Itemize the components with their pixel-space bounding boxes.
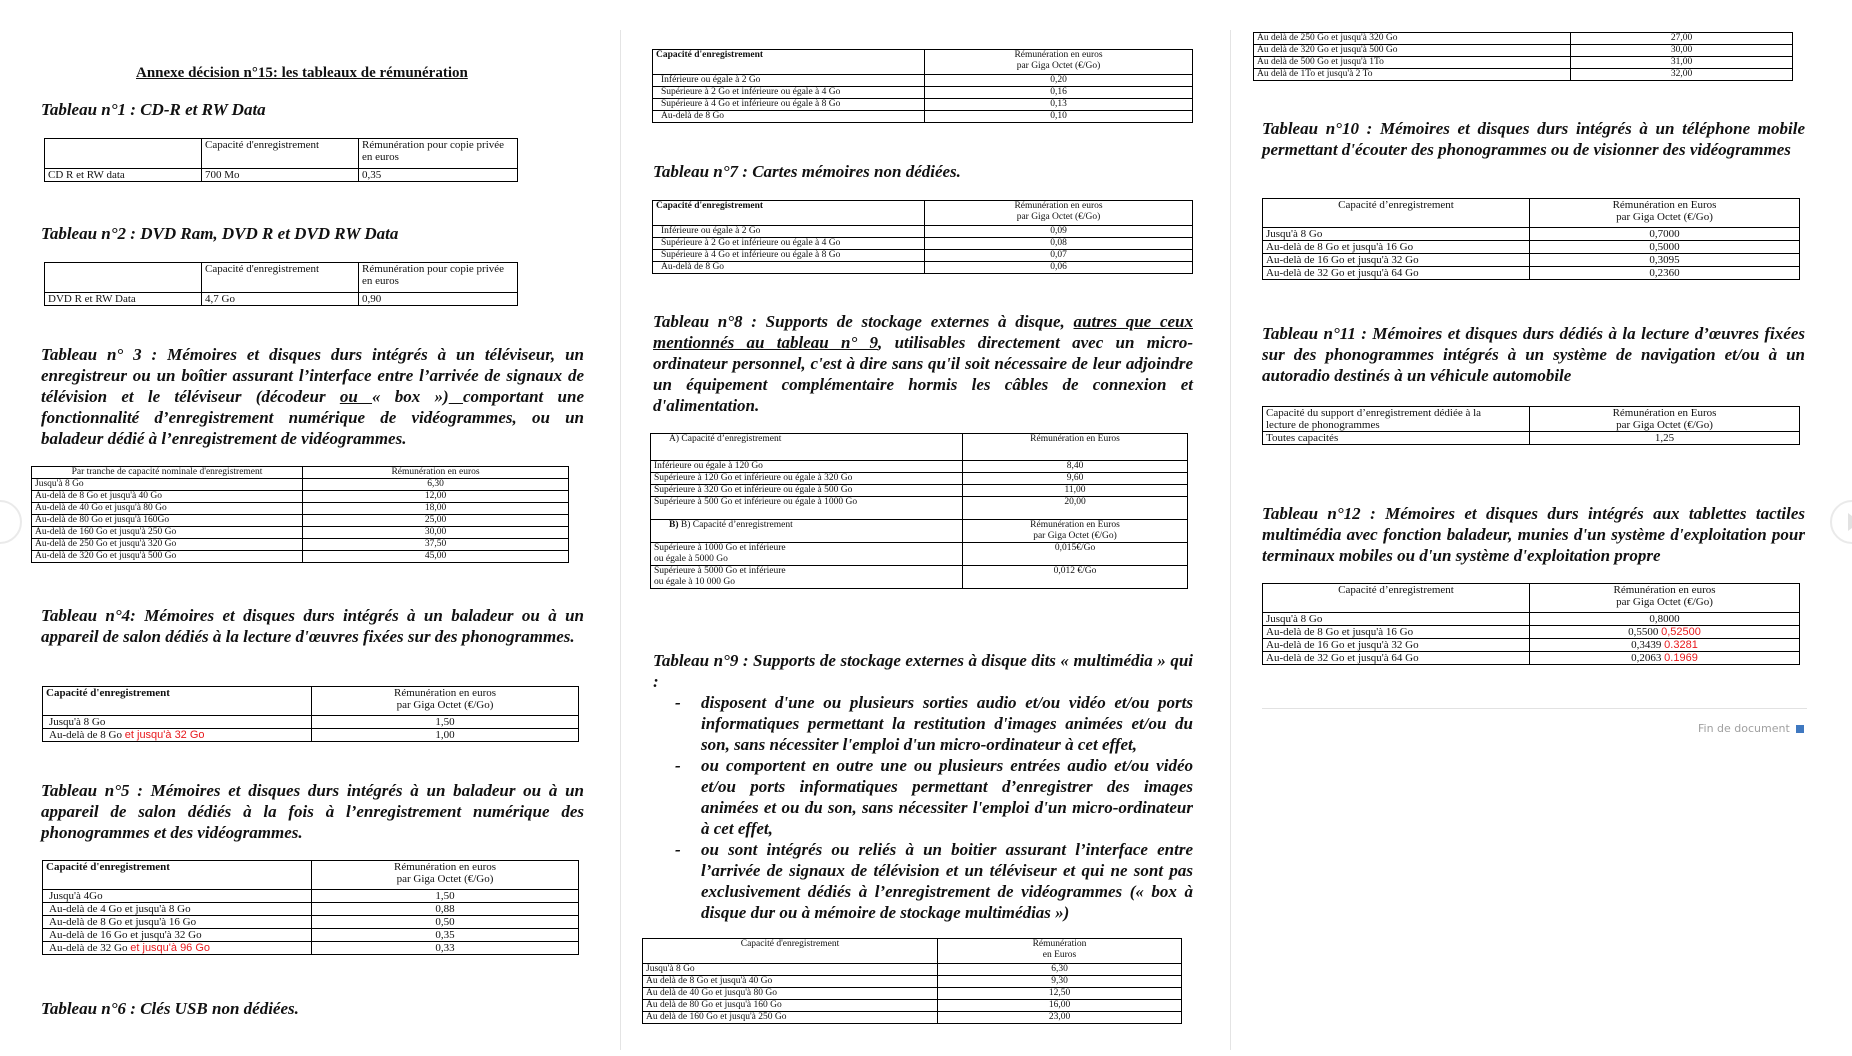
list-item: - disposent d'une ou plusieurs sorties audio et/ou vidéo et/ou ports informatiques permettant la restitution d'images animées et/ou du son, sans nécessiter l'emploi d'un micro-ordinateur à cet effet, [675, 693, 1193, 754]
end-divider [1262, 708, 1807, 709]
table-row: Jusqu'à 8 Go 0,7000 [1263, 228, 1800, 241]
table-row: Jusqu'à 8 Go 6,30 [643, 964, 1182, 976]
table-header: Rémunération pour copie privée en euros [359, 139, 518, 169]
added-text: et jusqu'à 96 Go [130, 942, 211, 954]
table-row: Supérieure à 320 Go et inférieure ou égale à 500 Go 11,00 [651, 485, 1188, 497]
table-row: Au delà de 500 Go et jusqu'à 1To 31,00 [1254, 57, 1793, 69]
revised-value: 0.3281 [1664, 639, 1698, 651]
table-1 [44, 138, 518, 182]
table-header: Rémunération en Euros par Giga Octet (€/Go) [963, 520, 1188, 543]
table-row: Au-delà de 8 Go et jusqu'à 40 Go 12,00 [32, 491, 569, 503]
table-row: Jusqu'à 8 Go 6,30 [32, 479, 569, 491]
table-header: Capacité d'enregistrement [43, 687, 312, 716]
table-5 [42, 860, 579, 955]
table-7-title: Tableau n°7 : Cartes mémoires non dédiées. [653, 162, 961, 181]
table-header: Rémunération en euros par Giga Octet (€/Go) [1530, 584, 1800, 613]
table-row: Supérieure à 4 Go et inférieure ou égale à 8 Go 0,13 [653, 99, 1193, 111]
table-9-title: Tableau n°9 : Supports de stockage externes à disque dits « multimédia » qui : [653, 651, 1193, 691]
table-header: Capacité d'enregistrement [653, 50, 925, 75]
table-row: Au-delà de 8 Go et jusqu'à 16 Go 0,5000 [1263, 241, 1800, 254]
table-2-title: Tableau n°2 : DVD Ram, DVD R et DVD RW Data [41, 224, 399, 243]
table-row: Au delà de 160 Go et jusqu'à 250 Go 23,00 [643, 1012, 1182, 1024]
table-row: Jusqu'à 8 Go 1,50 [43, 716, 579, 729]
table-row: Supérieure à 2 Go et inférieure ou égale à 4 Go 0,16 [653, 87, 1193, 99]
table-8 [650, 433, 1188, 589]
table-10-title: Tableau n°10 : Mémoires et disques durs intégrés à un téléphone mobile permettant d'écouter des phonogrammes ou de visionner des vidéogrammes [1262, 119, 1805, 159]
column-divider [620, 30, 621, 1050]
table-header: Par tranche de capacité nominale d'enregistrement [32, 467, 303, 479]
table-4-title: Tableau n°4: Mémoires et disques durs intégrés à un baladeur ou à un appareil de salon dédiés à la lecture d'œuvres fixées sur des phonogrammes. [41, 606, 584, 646]
table-row: Au-delà de 8 Go et jusqu'à 32 Go 1,00 [43, 729, 579, 742]
table-row: Au-delà de 80 Go et jusqu'à 160Go 25,00 [32, 515, 569, 527]
table-row: Au-delà de 16 Go et jusqu'à 32 Go 0,3439 0.3281 [1263, 639, 1800, 652]
table-row: Au-delà de 8 Go 0,06 [653, 262, 1193, 274]
table-row: Au-delà de 16 Go et jusqu'à 32 Go 0,35 [43, 929, 579, 942]
table-row: Supérieure à 2 Go et inférieure ou égale à 4 Go 0,08 [653, 238, 1193, 250]
table-header: Capacité d'enregistrement [202, 139, 359, 169]
table-8-title: Tableau n°8 : Supports de stockage externes à disque, autres que ceux mentionnés au tableau n° 9, utilisables directement avec un micro-ordinateur personnel, c'est à dire sans qu'il soit nécessaire de leur adjoindre un équipement complémentaire hormis les câbles de connexion et d'alimentation. [653, 312, 1193, 415]
table-row: Au-delà de 250 Go et jusqu'à 320 Go 37,50 [32, 539, 569, 551]
previous-page-button[interactable] [0, 500, 22, 544]
table-row: Au-delà de 8 Go et jusqu'à 16 Go 0,50 [43, 916, 579, 929]
table-row: Au-delà de 8 Go et jusqu'à 16 Go 0,5500 0,52500 [1263, 626, 1800, 639]
table-row: Au delà de 320 Go et jusqu'à 500 Go 30,00 [1254, 45, 1793, 57]
table-7 [652, 200, 1193, 274]
table-5-title: Tableau n°5 : Mémoires et disques durs intégrés à un baladeur ou à un appareil de salon dédiés à la fois à l’enregistrement numérique des phonogrammes et des vidéogrammes. [41, 781, 584, 842]
table-header: Rémunération pour copie privée en euros [359, 263, 518, 293]
table-header: Rémunération en euros par Giga Octet (€/Go) [925, 50, 1193, 75]
table-row: CD R et RW data 700 Mo 0,35 [45, 169, 518, 182]
table-row: Au-delà de 32 Go et jusqu'à 64 Go 0,2063 0.1969 [1263, 652, 1800, 665]
table-row: Au-delà de 320 Go et jusqu'à 500 Go 45,00 [32, 551, 569, 563]
table-row: Au-delà de 16 Go et jusqu'à 32 Go 0,3095 [1263, 254, 1800, 267]
table-header: B) B) Capacité d’enregistrement [651, 520, 963, 543]
table-12 [1262, 583, 1800, 665]
table-3-title: Tableau n° 3 : Mémoires et disques durs intégrés à un téléviseur, un enregistreur ou un boîtier assurant l’interface entre l’arrivée de signaux de télévision et le téléviseur (décodeur ou « box ») comportant une fonctionnalité d’enregistrement numérique de vidéogrammes, ou un baladeur dédié à l’enregistrement de vidéogrammes. [41, 345, 584, 448]
table-row: Inférieure ou égale à 120 Go 8,40 [651, 461, 1188, 473]
table-10 [1262, 198, 1800, 280]
table-11-title: Tableau n°11 : Mémoires et disques durs dédiés à la lecture d’œuvres fixées sur des phonogrammes intégrés à un système de navigation et/ou à un autoradio destinés à un véhicule automobile [1262, 324, 1805, 385]
table-row: Toutes capacités 1,25 [1263, 432, 1800, 445]
table-row: DVD R et RW Data 4,7 Go 0,90 [45, 293, 518, 306]
table-header: Capacité d’enregistrement [1263, 199, 1530, 228]
revised-value: 0,52500 [1661, 626, 1701, 638]
table-header: Rémunération en euros par Giga Octet (€/Go) [312, 687, 579, 716]
table-header: Rémunération en Euros par Giga Octet (€/Go) [1530, 407, 1800, 432]
table-row: Au delà de 40 Go et jusqu'à 80 Go 12,50 [643, 988, 1182, 1000]
table-header: Capacité d'enregistrement [653, 201, 925, 226]
table-header: A) Capacité d’enregistrement [651, 434, 963, 461]
table-12-title: Tableau n°12 : Mémoires et disques durs intégrés aux tablettes tactiles multimédia avec fonction baladeur, munies d'un système d'exploitation pour terminaux mobiles ou d'un système d'exploitation propre [1262, 504, 1805, 565]
table-row: Jusqu'à 4Go 1,50 [43, 890, 579, 903]
table-row: Inférieure ou égale à 2 Go 0,20 [653, 75, 1193, 87]
table-row: Au-delà de 32 Go et jusqu'à 96 Go 0,33 [43, 942, 579, 955]
table-row: Au delà de 250 Go et jusqu'à 320 Go 27,00 [1254, 33, 1793, 45]
table-header: Capacité d'enregistrement [43, 861, 312, 890]
table-3 [31, 466, 569, 563]
table-header: Capacité du support d’enregistrement dédiée à la lecture de phonogrammes [1263, 407, 1530, 432]
table-9-continued [1253, 32, 1793, 81]
table-header: Rémunération en Euros [963, 434, 1188, 461]
column-divider [1230, 30, 1231, 1050]
table-row: Au-delà de 8 Go 0,10 [653, 111, 1193, 123]
table-row: Au delà de 8 Go et jusqu'à 40 Go 9,30 [643, 976, 1182, 988]
table-header: Rémunération en euros par Giga Octet (€/Go) [312, 861, 579, 890]
table-header: Capacité d'enregistrement [643, 939, 938, 964]
table-row: Supérieure à 5000 Go et inférieure ou égale à 10 000 Go 0,012 €/Go [651, 566, 1188, 589]
table-row: Supérieure à 4 Go et inférieure ou égale à 8 Go 0,07 [653, 250, 1193, 262]
end-of-document-label: Fin de document [1698, 722, 1790, 735]
table-row: Au-delà de 160 Go et jusqu'à 250 Go 30,00 [32, 527, 569, 539]
table-2 [44, 262, 518, 306]
table-11 [1262, 406, 1800, 445]
table-row: Au-delà de 4 Go et jusqu'à 8 Go 0,88 [43, 903, 579, 916]
table-9-criteria-list [653, 692, 1193, 923]
table-1-title: Tableau n°1 : CD-R et RW Data [41, 100, 266, 119]
table-row: Au-delà de 40 Go et jusqu'à 80 Go 18,00 [32, 503, 569, 515]
table-header: Rémunération en Euros [938, 939, 1182, 964]
table-6-title: Tableau n°6 : Clés USB non dédiées. [41, 999, 299, 1018]
revised-value: 0.1969 [1664, 652, 1698, 664]
table-header: Rémunération en euros par Giga Octet (€/Go) [925, 201, 1193, 226]
table-row: Au-delà de 32 Go et jusqu'à 64 Go 0,2360 [1263, 267, 1800, 280]
list-item: - ou sont intégrés ou reliés à un boitier assurant l’interface entre l’arrivée de signaux de télévision et un téléviseur et qui ne sont pas exclusivement dédiés à l’enregistrement de vidéogrammes (« box à disque dur ou à mémoire de stockage multimédias ») [675, 840, 1193, 922]
table-row: Supérieure à 500 Go et inférieure ou égale à 1000 Go 20,00 [651, 497, 1188, 520]
table-header: Capacité d’enregistrement [1263, 584, 1530, 613]
table-header: Rémunération en Euros par Giga Octet (€/Go) [1530, 199, 1800, 228]
table-row: Au delà de 80 Go et jusqu'à 160 Go 16,00 [643, 1000, 1182, 1012]
table-header [45, 139, 202, 169]
table-row: Inférieure ou égale à 2 Go 0,09 [653, 226, 1193, 238]
table-9 [642, 938, 1182, 1024]
table-row: Au delà de 1To et jusqu'à 2 To 32,00 [1254, 69, 1793, 81]
table-6 [652, 49, 1193, 123]
added-text: et jusqu'à 32 Go [124, 729, 205, 741]
end-marker-icon [1796, 725, 1804, 733]
table-row: Jusqu'à 8 Go 0,8000 [1263, 613, 1800, 626]
table-header [45, 263, 202, 293]
table-header: Capacité d'enregistrement [202, 263, 359, 293]
list-item: - ou comportent en outre une ou plusieurs entrées audio et/ou vidéo et/ou ports informatiques permettant d’enregistrer des images animées et ou du son, sans nécessiter l'emploi d'un micro-ordinateur à cet effet, [675, 756, 1193, 838]
table-row: Supérieure à 1000 Go et inférieure ou égale à 5000 Go 0,015€/Go [651, 543, 1188, 566]
table-4 [42, 686, 579, 742]
table-header: Rémunération en euros [303, 467, 569, 479]
next-page-button[interactable] [1830, 500, 1852, 544]
annexe-title: Annexe décision n°15: les tableaux de rémunération [136, 65, 468, 81]
table-row: Supérieure à 120 Go et inférieure ou égale à 320 Go 9,60 [651, 473, 1188, 485]
